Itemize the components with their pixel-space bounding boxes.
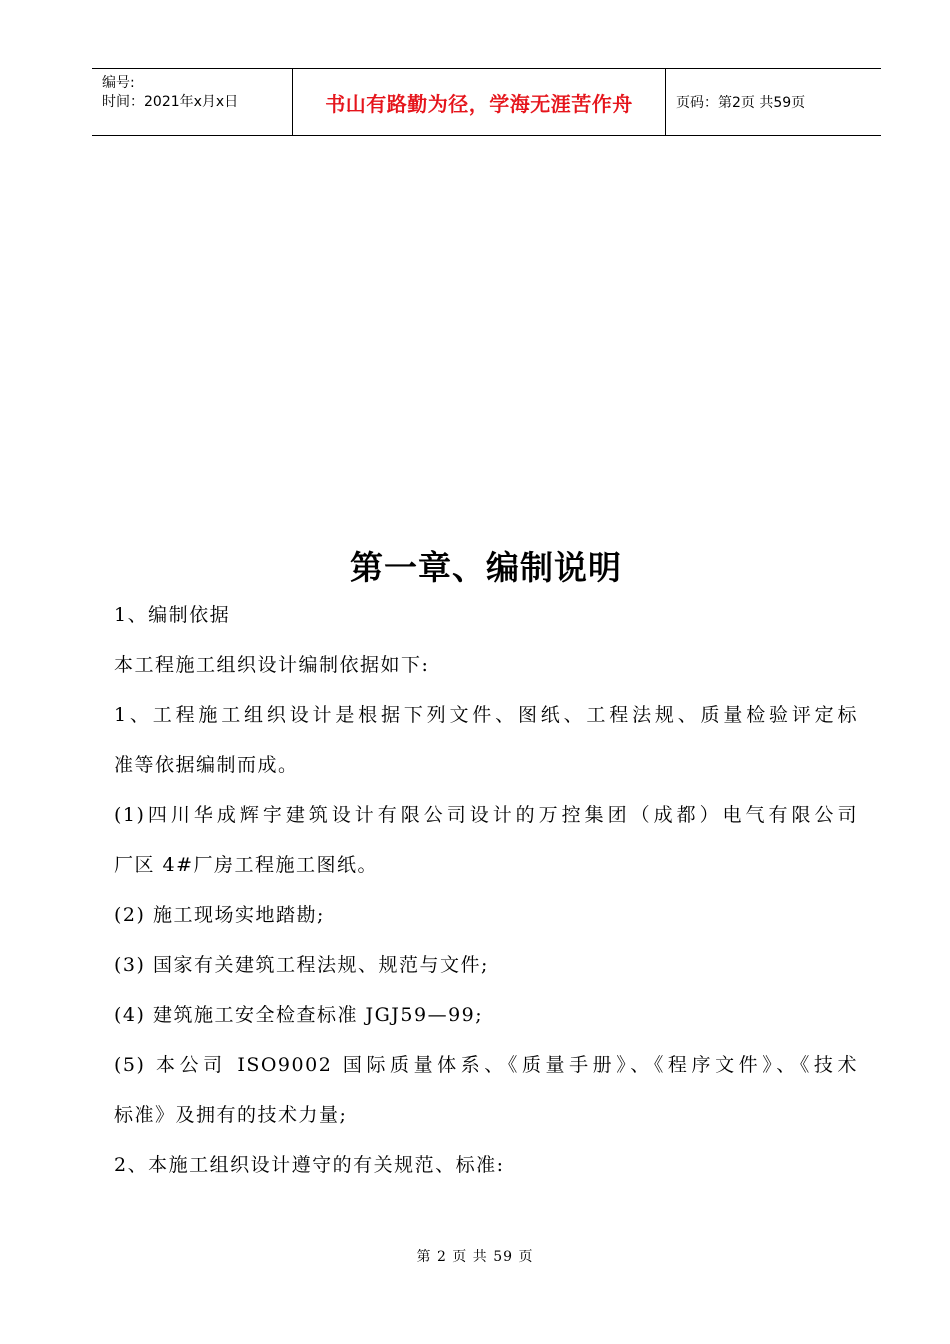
paragraph-line: (1)四川华成辉宇建筑设计有限公司设计的万控集团（成都）电气有限公司: [114, 804, 858, 826]
chapter-title: 第一章、编制说明: [350, 548, 622, 587]
document-number-label: 编号:: [102, 75, 135, 91]
paragraph-line: 1、工程施工组织设计是根据下列文件、图纸、工程法规、质量检验评定标: [114, 704, 858, 726]
page-footer: 第 2 页 共 59 页: [416, 1249, 534, 1265]
document-time-label: 时间：2021年x月x日: [102, 94, 239, 110]
paragraph-line: (2) 施工现场实地踏勘;: [114, 904, 325, 926]
paragraph-line: 本工程施工组织设计编制依据如下:: [114, 654, 430, 676]
paragraph-line: 厂区 4#厂房工程施工图纸。: [114, 854, 379, 876]
paragraph-line: (4) 建筑施工安全检查标准 JGJ59—99;: [114, 1004, 484, 1026]
header-meta-cell: [92, 69, 293, 135]
paragraph-line: 准等依据编制而成。: [114, 754, 299, 776]
paragraph-line: 1、编制依据: [114, 604, 231, 626]
header-page-info: 页码：第2页 共59页: [676, 95, 806, 111]
paragraph-line: (3) 国家有关建筑工程法规、规范与文件;: [114, 954, 489, 976]
paragraph-line: 2、本施工组织设计遵守的有关规范、标准:: [114, 1154, 505, 1176]
page-header: [92, 68, 881, 136]
paragraph-line: (5) 本公司 ISO9002 国际质量体系、《质量手册》、《程序文件》、《技术: [114, 1054, 858, 1076]
paragraph-line: 标准》及拥有的技术力量;: [114, 1104, 348, 1126]
header-motto: 书山有路勤为径，学海无涯苦作舟: [293, 69, 666, 135]
